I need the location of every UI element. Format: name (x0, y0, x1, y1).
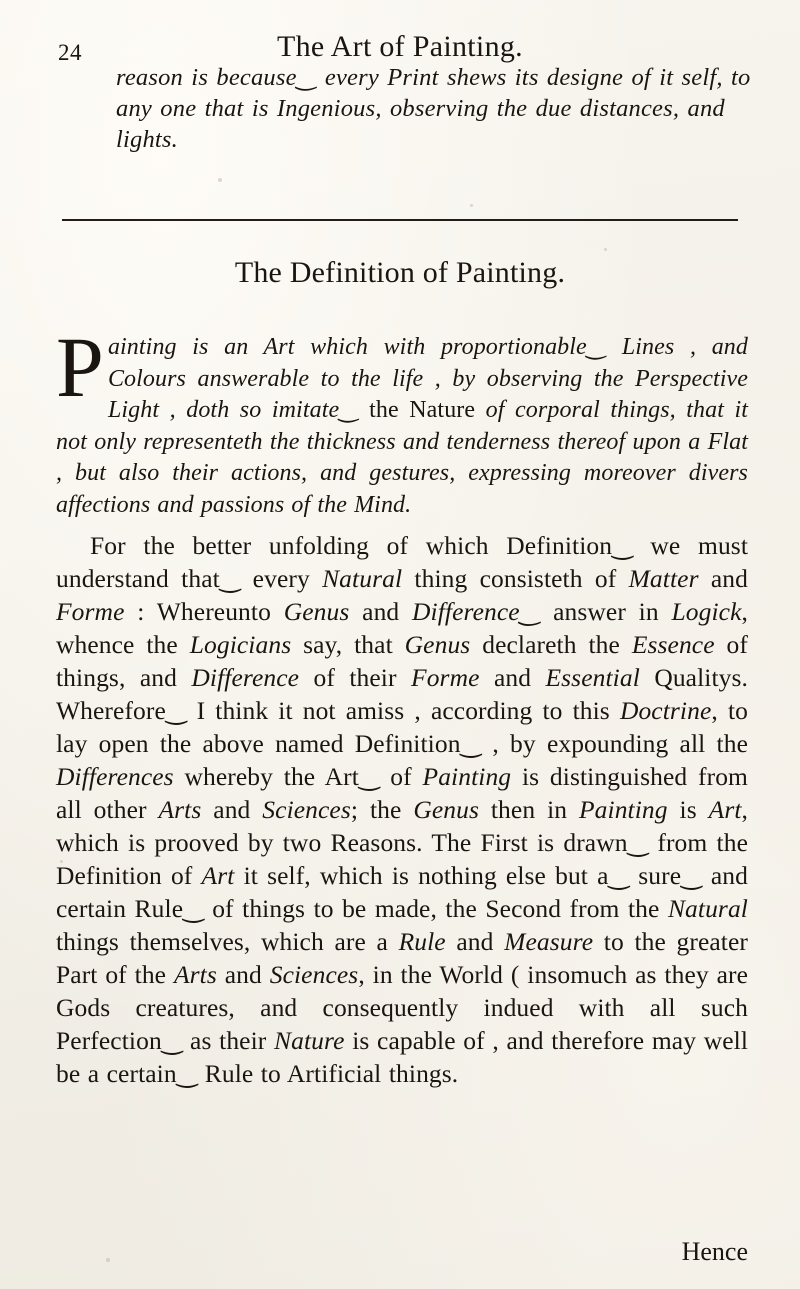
section-heading: The Definition of Painting. (234, 256, 566, 289)
paragraph-segment: Logicians (189, 630, 304, 659)
paragraph-segment: Logick (671, 597, 742, 626)
paper-speck (470, 204, 473, 207)
definition-text-part-2: of corporal things, that it not only representeth the thickness and tenderness thereof upon a Flat , but also their actions, and gestures, expressing moreover divers affections and passions of the Mind. (56, 397, 749, 518)
paragraph-segment: whereby the Art‿ of (184, 762, 423, 791)
catchword: Hence (681, 1237, 748, 1266)
paragraph-segment: Forme (56, 597, 125, 626)
paragraph-segment: Sciences (269, 960, 359, 989)
body-text (56, 319, 749, 1090)
definition-text-roman: the Nature (369, 397, 486, 423)
paragraph-segment: then in (490, 795, 579, 824)
paragraph-segment: Measure (504, 927, 604, 956)
main-paragraph (56, 529, 748, 1090)
paragraph-segment: Arts (173, 960, 225, 989)
paragraph-segment: is distinguished from all other (56, 762, 748, 824)
paragraph-segment: Forme (411, 663, 494, 692)
paragraph-segment: thing consisteth of (414, 564, 629, 593)
paragraph-segment: Painting (579, 795, 680, 824)
paragraph-segment: Doctrine (619, 696, 712, 725)
paragraph-segment: Rule (398, 927, 457, 956)
paragraph-segment: is capable of , and therefore may well be a certain‿ Rule to Artificial things. (56, 1026, 749, 1088)
paragraph-segment: and (710, 564, 748, 593)
paragraph-segment: and (362, 597, 413, 626)
paragraph-segment: Genus (283, 597, 363, 626)
horizontal-rule (62, 219, 738, 221)
paper-speck (218, 178, 222, 182)
paragraph-segment: : Whereunto (124, 597, 284, 626)
paragraph-segment: Nature (274, 1026, 353, 1055)
paragraph-segment: Essence (631, 630, 727, 659)
paragraph-segment: Genus (404, 630, 483, 659)
paragraph-segment: Qualitys. Wherefore‿ I think it not amiss , according to this (56, 663, 748, 725)
paragraph-segment: it self, which is nothing else but a‿ sure‿ and certain Rule‿ of things to be made, the Second from the (56, 861, 748, 923)
paragraph-segment: ; the (350, 795, 414, 824)
paragraph-segment: Differences (56, 762, 185, 791)
paragraph-segment: Difference‿ (412, 597, 554, 626)
running-title (0, 30, 800, 64)
paragraph-segment: of things, and (56, 630, 748, 692)
paragraph-segment: say, that (303, 630, 405, 659)
paragraph-segment: Genus (413, 795, 491, 824)
paragraph-segment: , in the World ( insomuch as they are Gods creatures, and consequently indued with all such Perfection‿ as their (56, 960, 749, 1055)
paragraph-segment: and (213, 795, 263, 824)
paragraph-segment: Essential (545, 663, 655, 692)
drop-cap: P (56, 319, 104, 415)
paragraph-segment: of their (313, 663, 412, 692)
paragraph-segment: declareth the (482, 630, 632, 659)
paper-speck (106, 1258, 110, 1262)
paragraph-segment: to the greater Part of the (56, 927, 749, 989)
paragraph-segment: and (224, 960, 270, 989)
paragraph-segment: , which is prooved by two Reasons. The First is drawn‿ from the Definition of (56, 795, 749, 890)
paragraph-segment: and (456, 927, 505, 956)
paragraph-segment: is (679, 795, 709, 824)
continuation-text: reason is because‿ every Print shews its designe of it self, to any one that is Ingenious, observing the due distances, and lights. (116, 64, 751, 153)
paragraph-segment: things themselves, which are a (56, 927, 399, 956)
paragraph-segment: Sciences (262, 795, 351, 824)
paragraph-segment: , whence the (56, 597, 748, 659)
paragraph-segment: Art (201, 861, 244, 890)
paragraph-segment: Painting (422, 762, 522, 791)
paragraph-segment: Art (708, 795, 742, 824)
paragraph-segment: Difference (191, 663, 314, 692)
page-number: 24 (58, 40, 82, 65)
paragraph-segment: Natural (322, 564, 415, 593)
definition-text-part-1: ainting is an Art which with proportionable‿ Lines , and Colours answerable to the life , by observing the Perspective Light , doth so imitate‿ (107, 334, 748, 423)
paragraph-segment: , to lay open the above named Definition‿ , by expounding all the (56, 696, 748, 758)
paragraph-segment: Arts (158, 795, 214, 824)
paragraph-segment: Natural (667, 894, 748, 923)
paragraph-segment: For the better unfolding of which Definition‿ we must understand that‿ every (56, 531, 748, 593)
definition-paragraph (56, 319, 749, 521)
paragraph-segment: Matter (628, 564, 711, 593)
paper-speck (604, 248, 607, 251)
paragraph-segment: answer in (553, 597, 672, 626)
paragraph-segment: and (493, 663, 546, 692)
running-title-text: The Art of Painting. (277, 30, 523, 63)
